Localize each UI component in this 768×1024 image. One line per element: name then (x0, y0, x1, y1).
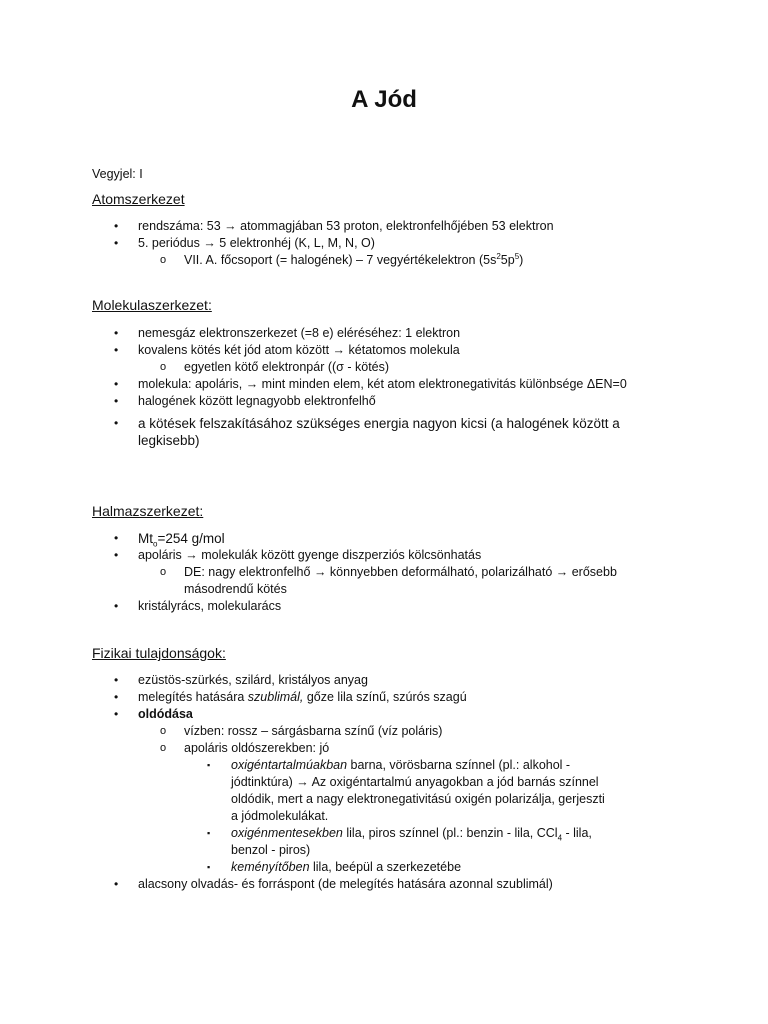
section-aggregate-structure (92, 502, 692, 615)
list-item: o egyetlen kötő elektronpár ((σ - kötés) (160, 360, 390, 374)
list-item: • apoláris → molekulák között gyenge diszperziós kölcsönhatás (114, 548, 482, 562)
list-item: • 5. periódus → 5 elektronhéj (K, L, M, N, O) (114, 236, 375, 250)
list-item: • rendszáma: 53 → atommagjában 53 proton, elektronfelhőjében 53 elektron (114, 219, 554, 233)
list-item: ▪ keményítőben lila, beépül a szerkezetébe (207, 860, 462, 874)
list-item: • molekula: apoláris, → mint minden elem, két atom elektronegativitás különbsége ΔEN=0 (114, 377, 627, 391)
symbol-line: Vegyjel: I (92, 167, 143, 181)
bullet-list (92, 672, 692, 893)
list-item: • a kötések felszakításához szükséges energia nagyon kicsi (a halogének között a legkisebb) (114, 416, 620, 448)
list-item: o DE: nagy elektronfelhő → könnyebben deformálható, polarizálható → erősebb másodrendű kötés (160, 565, 617, 596)
section-heading: Atomszerkezet (92, 191, 185, 207)
page-title: A Jód (351, 86, 417, 113)
list-item: ▪ oxigéntartalmúakban barna, vörösbarna színnel (pl.: alkohol - jódtinktúra) → Az oxigéntartalmú anyagokban a jód barnás színnel oldódik, mert a nagy elektronegativitású oxigén polarizálja, gerjeszti a jódmolekulákat. (207, 758, 605, 823)
list-item: • oldódása (114, 707, 193, 721)
list-item: o VII. A. főcsoport (= halogének) – 7 vegyértékelektron $(5s^25p^5)$ (160, 251, 524, 267)
bullet-list (92, 218, 692, 269)
bullet-list (92, 530, 692, 615)
section-molecular-structure (92, 296, 692, 449)
section-atomic-structure (92, 190, 692, 269)
list-item: • $Mt_o=254$ g/mol (114, 531, 225, 549)
list-item: • alacsony olvadás- és forráspont (de melegítés hatására azonnal szublimál) (114, 877, 553, 891)
bullet-list (92, 325, 692, 449)
list-item: ▪ oxigénmentesekben lila, piros színnel (pl.: benzin - lila, CCl$_4$ - lila, benzol - piros) (207, 826, 592, 857)
section-heading: Fizikai tulajdonságok: (92, 645, 226, 661)
section-heading: Molekulaszerkezet: (92, 297, 212, 313)
list-item: o apoláris oldószerekben: jó (160, 741, 330, 755)
list-item: • ezüstös-szürkés, szilárd, kristályos anyag (114, 673, 368, 687)
list-item: • melegítés hatására szublimál, gőze lila színű, szúrós szagú (114, 690, 467, 704)
list-item: • kovalens kötés két jód atom között → kétatomos molekula (114, 343, 460, 357)
list-item: • halogének között legnagyobb elektronfelhő (114, 394, 376, 408)
list-item: • kristályrács, molekularács (114, 599, 282, 613)
list-item: • nemesgáz elektronszerkezet (=8 e) eléréséhez: 1 elektron (114, 326, 461, 340)
section-physical-properties (92, 644, 692, 893)
list-item: o vízben: rossz – sárgásbarna színű (víz poláris) (160, 724, 443, 738)
section-heading: Halmazszerkezet: (92, 503, 204, 519)
